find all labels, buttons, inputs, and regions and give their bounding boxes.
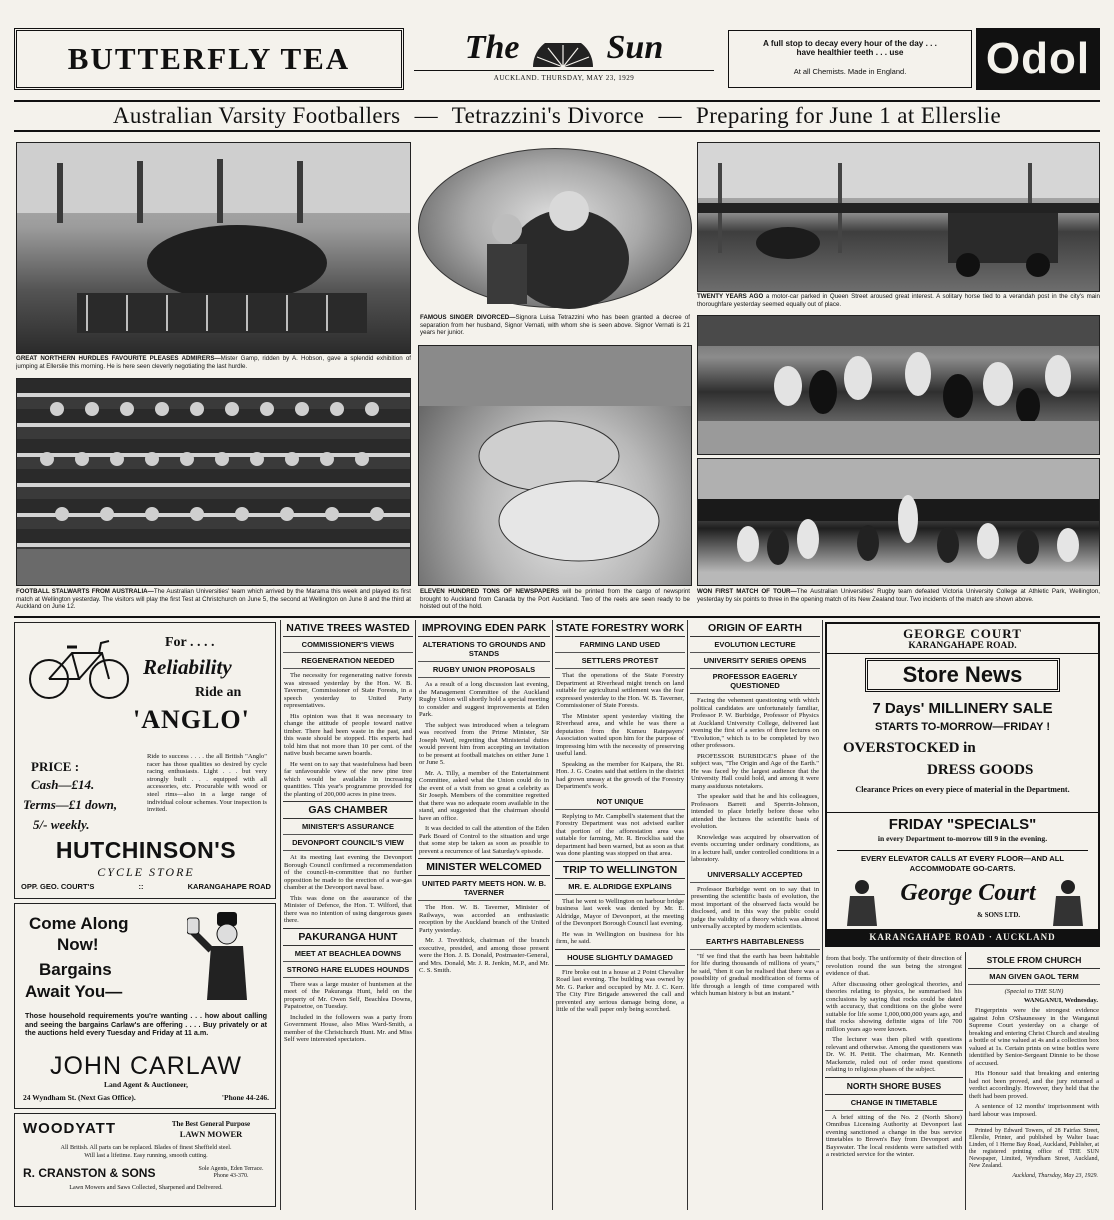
george-court-logo: George Court	[900, 880, 1036, 906]
woodyatt-tag2: LAWN MOWER	[179, 1129, 243, 1139]
sunburst-icon	[528, 37, 598, 63]
column-stole-church: STOLE FROM CHURCH MAN GIVEN GAOL TERM (Special to THE SUN) WANGANUI, Wednesday. Fingerprints were the strongest evidence against John O'Shaunessey in the Wanganui Supreme Court yesterday on a charge of breaking and entering Christ Church and stealing a bottle of wine valued at 4s and a collection box valued at 1s. Certain prints on wine bottles were identified by Senior-Sergeant Dinnie to be those of accused. His Honour said that breaking and entering had not been proved, and the jury returned a verdict accordingly. However, they held that the theft had been proved. A sentence of 12 months' imprisonment with hard labour was imposed. Printed by Edward Towers, of 28 Fairfax Street, Ellerslie, Printer, and published by Walter Isaac Linden, of 1 Herne Bay Road, Auckland, Publisher, at the registered printing office of THE SUN Newspaper, Limited, Wyndham Street, Auckland, New Zealand. Auckland, Thursday, May 23, 1929.	[968, 952, 1100, 1210]
headline-trip-wellington: TRIP TO WELLINGTON	[555, 861, 685, 879]
john-carlaw-name: JOHN CARLAW	[49, 1052, 243, 1080]
anglo-cash: Cash—£14.	[31, 777, 95, 792]
carlaw-bargains: Bargains	[39, 960, 112, 979]
cranston-firm: R. CRANSTON & SONS	[23, 1166, 156, 1180]
banner-item-divorce: Tetrazzini's Divorce	[451, 103, 645, 128]
woodyatt-name: WOODYATT	[23, 1120, 116, 1137]
column-evolution-continued: from that body. The uniformity of their direction of revolution round the sun being the strongest evidence of that. After discussing other geological theories, and theories relating to physics, he summarised his conclusions by saying that rocks could be dated with accuracy, that conditions on the globe were suitable for life some 1,000,000,000 years ago, and that rocks showing definite signs of life 700 million years ago were known. The lecturer was then plied with questions relevant and otherwise. Among the questioners was Dr. W. H. Pettit. The chairman, Mr. Kenneth Mackenzie, ruled out of order most questions relating to religious phases of the subject. NORTH SHORE BUSES CHANGE IN TIMETABLE A brief sitting of the No. 2 (North Shore) Omnibus Licensing Authority at Devonport last evening sanctioned a change in the bus service timetables to Brown's Bay from Devonport and Bayswater. The local residents were satisfied with a restricted service for the winter.	[826, 955, 962, 1158]
butterfly-tea-title: BUTTERFLY TEA	[67, 41, 351, 76]
odol-line1: A full stop to decay every hour of the day . . .	[763, 39, 937, 48]
court-top-road: KARANGAHAPE ROAD.	[827, 641, 1098, 654]
photo-queen-street	[697, 142, 1100, 292]
column-eden-park: IMPROVING EDEN PARK ALTERATIONS TO GROUNDS AND STANDS RUGBY UNION PROPOSALS As a result of a long discussion last evening, the Management Committee of the Auckland Rugby Union will shortly hold a special meeting to consider and suggest improvements at Eden Park. The subject was introduced when a telegram was received from the Prime Minister, Sir Joseph Ward, regretting that Ministerial duties would prevent him from accepting an invitation to be present at football matches on either June 1 or June 5. Mr. A. Tilly, a member of the Entertainment Committee, asked what the Union could do in the event of a visit from so great a celebrity as Sir Joseph. Members of the committee regretted that there was no adequate room available in the stand, and suggested that the chairman should have an office. It was decided to call the attention of the Eden Park Board of Control to the situation and urge that some step be taken as soon as possible to prevent a recurrence of last Saturday's episode. MINISTER WELCOMED UNITED PARTY MEETS HON. W. B. TAVERNER The Hon. W. B. Taverner, Minister of Railways, was accorded an enthusiastic reception by the Auckland branch of the United Party yesterday. Mr. J. Trevithick, chairman of the branch executive, presided, and among those present were the Hon. J. B. Donald, Postmaster-General, and Mrs. Donald, Mr. J. R. Jenkin, M.P., and Mr. C. S. Smith.	[419, 622, 549, 974]
carlaw-come-along: Come Along	[29, 914, 129, 933]
elevator-notice: EVERY ELEVATOR CALLS AT EVERY FLOOR—AND ALL ACCOMMODATE GO-CARTS.	[837, 850, 1088, 874]
anglo-cycle-ad	[14, 622, 276, 899]
column-native-trees: NATIVE TREES WASTED COMMISSIONER'S VIEWS REGENERATION NEEDED The necessity for regenerating native forests was stressed yesterday by the Hon. W. B. Taverner, Commissioner of State Forests, in a speech yesterday to United Party representatives. His opinion was that it was necessary to change the attitude of people toward native timber. There had been waste in the past, and this waste should be stopped. His experts had told him that not more than 10 per cent. of the native bush became sawn boards. He went on to say that wastefulness had been far unfavourable view of the new pine tree which would be available in increasing quantities. This year's programme provided for the planting of 200,000 acres in pine trees. GAS CHAMBER MINISTER'S ASSURANCE DEVONPORT COUNCIL'S VIEW At its meeting last evening the Devonport Borough Council confirmed a recommendation of the council-in-committee that no further opposition be made to the erection of a war-gas chamber at the Devonport naval base. This was done on the assurance of the Minister of Defence, the Hon. T. Wilford, that there was no intention of using dangerous gases there. PAKURANGA HUNT MEET AT BEACHLEA DOWNS STRONG HARE ELUDES HOUNDS There was a large muster of huntsmen at the meet of the Pakuranga Hunt, held on the property of Mr. Owen Self, Beachlea Downs, Papatoetoe, on Tuesday. Included in the followers was a party from Government House, also Miss Ward-Smith, a member of the Christchurch Hunt. Mr. and Miss Self were interested spectators.	[284, 622, 412, 1043]
carlaw-role: Land Agent & Auctioneer,	[104, 1080, 188, 1089]
court-bottom: KARANGAHAPE ROAD · AUCKLAND	[827, 929, 1098, 945]
anglo-ride-an: Ride an	[195, 685, 242, 700]
caption-newsprint: ELEVEN HUNDRED TONS OF NEWSPAPERS will be printed from the cargo of newsprint brought to Auckland from Canada by the Port Auckland. Two of the reels are seen ready to be hoisted out of the hold.	[420, 588, 690, 611]
odol-ad	[728, 30, 972, 88]
friday-specials: FRIDAY "SPECIALS"	[827, 812, 1098, 833]
dress-goods: DRESS GOODS	[927, 762, 1034, 778]
headline-minister-welcomed: MINISTER WELCOMED	[418, 858, 550, 876]
odol-line2: have healthier teeth . . . use	[796, 48, 904, 57]
overstocked: OVERSTOCKED in	[843, 740, 976, 756]
carlaw-blurb: Those household requirements you're wanting . . . how about calling and seeing the bargains Carlaw's are offering . . . . Buy privately or at the auctions held every Tuesday and Friday at 11 a.m.	[25, 1011, 267, 1038]
caption-motor: TWENTY YEARS AGO a motor-car parked in Queen Street aroused great interest. A solitary horse tied to a verandah post in the city's main thoroughfare yesterday seemed equally out of place.	[697, 293, 1100, 308]
sale-starts: STARTS TO-MORROW—FRIDAY !	[875, 721, 1050, 733]
anglo-weekly: 5/- weekly.	[33, 817, 90, 832]
caption-singer: FAMOUS SINGER DIVORCED—Signora Luisa Tetrazzini who has been granted a decree of separation from her husband, Signor Vernati, with whom she is seen above. Signor Vernati is 21 years her junior.	[420, 314, 690, 337]
millinery-sale: 7 Days' MILLINERY SALE	[872, 700, 1053, 717]
hutchinsons-name: HUTCHINSON'S	[55, 837, 237, 863]
photo-tetrazzini	[418, 148, 692, 308]
paper-masthead	[414, 26, 714, 94]
anglo-price-label: PRICE :	[31, 759, 80, 774]
photo-newsprint	[418, 345, 692, 586]
column-state-forestry: STATE FORESTRY WORK FARMING LAND USED SETTLERS PROTEST That the operations of the State Forestry Department at Riverhead might trench on land suitable for agricultural settlement was the fear expressed yesterday to the Hon. W. B. Taverner, Commissioner of State Forests. The Minister spent yesterday visiting the Riverhead area, and while he was there a deputation from the Kumeu Ratepayers' Association waited upon him for the purpose of impressing him with the necessity of preserving useful land. Speaking as the member for Kaipara, the Rt. Hon. J. G. Coates said that settlers in the district had grown uneasy at the growth of the Forestry Department's work. NOT UNIQUE Replying to Mr. Campbell's statement that the Forestry Department was not advised earlier that portion of the afforestation area was suitable for farming, Mr. R. Brockliss said the department had been warned, but as soon as that was done planting was stopped on that area. TRIP TO WELLINGTON MR. E. ALDRIDGE EXPLAINS That he went to Wellington on harbour bridge business last week was denied by Mr. E. Aldridge, Mayor of Devonport, at the meeting of the Devonport Borough Council last evening. He was in Wellington on business for his firm, he said. HOUSE SLIGHTLY DAMAGED Fire broke out in a house at 2 Point Chevalier Road last evening. The building was owned by Mr. G. Parker and occupied by Mr. J. C. Kerr. The City Fire Brigade answered the call and prevented any serious damage being done, a little of the wall paper only being scorched.	[555, 622, 685, 1013]
carlaw-address-line: 24 Wyndham St. (Next Gas Office). 'Phone 44-246.	[23, 1093, 269, 1102]
woodyatt-ad	[14, 1113, 276, 1207]
cranston-agents: Sole Agents, Eden Terrace. Phone 43-370.	[198, 1166, 264, 1179]
carlaw-await: Await You—	[25, 982, 123, 1001]
caption-football: FOOTBALL STALWARTS FROM AUSTRALIA—The Australian Universities' team which arrived by the Marama this week and played its first match at Wellington yesterday. The visitors will play the first Test at Christchurch on June 5, the second at Wellington on June 8 and the third at Auckland on June 12.	[16, 588, 411, 611]
bicycle-icon	[27, 633, 131, 703]
headline-banner: Australian Varsity Footballers — Tetrazzini's Divorce — Preparing for June 1 at Ellerslie	[14, 100, 1100, 132]
caption-won-first-match: WON FIRST MATCH OF TOUR—The Australian Universities' Rugby team defeated Victoria University College at Athletic Park, Wellington, yesterday by six points to three in the opening match of its New Zealand tour. Two incidents of the match are shown above.	[697, 588, 1100, 603]
column-origin-earth: ORIGIN OF EARTH EVOLUTION LECTURE UNIVERSITY SERIES OPENS PROFESSOR EAGERLY QUESTIONED Facing the vehement questioning with which political candidates are unfortunately familiar, Professor P. W. Burbidge, Professor of Physics at Auckland University College, delivered last evening the first of a series of three lectures on "Evolution," which is to be completed by two other professors. PROFESSOR BURBIDGE'S phase of the subject was, "The Origin and Age of the Earth." He was faced by the largest audience that the University Hall could hold, and among it were many assiduous notetakers. The speaker said that he and his colleagues, Professors Barrett and Sperrin-Johnson, intended to place briefly before those who attended the lectures the scientific basis of evolution. Knowledge was acquired by observation of events occurring under ordinary conditions, as in a lecture hall, under controlled conditions in a laboratory. UNIVERSALLY ACCEPTED Professor Burbidge went on to say that in presenting the scientific basis of evolution, the most important of the observed facts would be disclosed, and in this way the public could judge the validity of a theory which was almost universally accepted by modern scientists. EARTH'S HABITABLENESS "If we find that the earth has been habitable for life during thousands of millions of years," he said, "then it can be realised that there was a possibility of gradual modification of forms of life through a length of time compared with which human history is but an instant."	[691, 622, 819, 997]
headline-pakuranga-hunt: PAKURANGA HUNT	[283, 928, 413, 946]
butterfly-tea-ad	[14, 28, 404, 90]
headline-house-damaged: HOUSE SLIGHTLY DAMAGED	[555, 949, 685, 966]
doorman-icon-right	[1049, 878, 1087, 928]
anglo-reliability: Reliability	[143, 655, 232, 679]
imprint: Printed by Edward Towers, of 28 Fairfax Street, Ellerslie, Printer, and published by Walter Isaac Linden, of 1 Herne Bay Road, Auckland, Publisher, at the registered printing office of THE SUN Newspaper, Limited, Wyndham Street, Auckland, New Zealand.	[969, 1128, 1099, 1169]
george-court-logo-sub: & SONS LTD.	[977, 911, 1021, 919]
woodyatt-line2: Will last a lifetime. Easy running, smooth cutting.	[84, 1152, 208, 1159]
court-top-title: GEORGE COURT	[903, 626, 1022, 641]
carlaw-ad	[14, 903, 276, 1109]
george-court-ad	[825, 622, 1100, 947]
woodyatt-line3: Lawn Mowers and Saws Collected, Sharpened and Delivered.	[69, 1184, 223, 1191]
woodyatt-tag1: The Best General Purpose	[171, 1120, 251, 1128]
anglo-terms: Terms—£1 down,	[23, 797, 118, 812]
photo-hurdles	[16, 142, 411, 354]
caption-hurdles: GREAT NORTHERN HURDLES FAVOURITE PLEASES ADMIRERS—Mister Gamp, ridden by A. Hobson, gave a splendid exhibition of jumping at Ellerslie this morning. He is here seen cleverly negotiating the last hurdle.	[16, 355, 411, 370]
friday-sub: in every Department to-morrow till 9 in the evening.	[877, 834, 1048, 843]
clearance-prices: Clearance Prices on every piece of material in the Department.	[855, 785, 1070, 794]
paper-name-the: The	[464, 29, 520, 66]
paper-name-sun: Sun	[606, 29, 664, 66]
anglo-brand: 'ANGLO'	[133, 705, 250, 734]
odol-brand: Odol	[976, 28, 1100, 90]
anglo-blurb: Ride to success . . . . the all British "Anglo" racer has those qualities so desired by cycle racing enthusiasts. Light . . . but very strongly built . . . equipped with all accessories, etc. Procurable with wood or steel rims—also in a large range of individual colour schemes. Your inspection is invited.	[147, 753, 267, 814]
headline-native-trees: NATIVE TREES WASTED	[283, 620, 413, 637]
dateline: AUCKLAND. THURSDAY, MAY 23, 1929	[414, 70, 714, 82]
doorman-icon	[843, 878, 881, 928]
photo-football-team	[16, 378, 411, 586]
headline-stole-church: STOLE FROM CHURCH	[968, 952, 1100, 969]
store-news: Store News	[865, 658, 1060, 692]
headline-origin-earth: ORIGIN OF EARTH	[690, 620, 820, 637]
hutchinsons-address: OPP. GEO. COURT'S :: KARANGAHAPE ROAD	[21, 882, 271, 891]
banner-item-varsity: Australian Varsity Footballers	[112, 103, 401, 128]
photo-rugby-scrum	[697, 315, 1100, 455]
headline-gas-chamber: GAS CHAMBER	[283, 801, 413, 819]
photo-rugby-lineout	[697, 458, 1100, 586]
carlaw-now: Now!	[57, 935, 99, 954]
headline-eden-park: IMPROVING EDEN PARK	[418, 620, 550, 637]
odol-line3: At all Chemists. Made in England.	[793, 67, 907, 76]
headline-north-shore-buses: NORTH SHORE BUSES	[825, 1077, 963, 1095]
policeman-icon	[187, 910, 267, 1008]
anglo-for: For . . . .	[165, 635, 215, 650]
banner-item-ellerslie: Preparing for June 1 at Ellerslie	[696, 103, 1002, 128]
woodyatt-line1: All British. All parts can be replaced. Blades of finest Sheffield steel.	[60, 1144, 232, 1151]
hutchinsons-cycle-store: CYCLE STORE	[97, 865, 195, 879]
headline-state-forestry: STATE FORESTRY WORK	[555, 620, 685, 637]
